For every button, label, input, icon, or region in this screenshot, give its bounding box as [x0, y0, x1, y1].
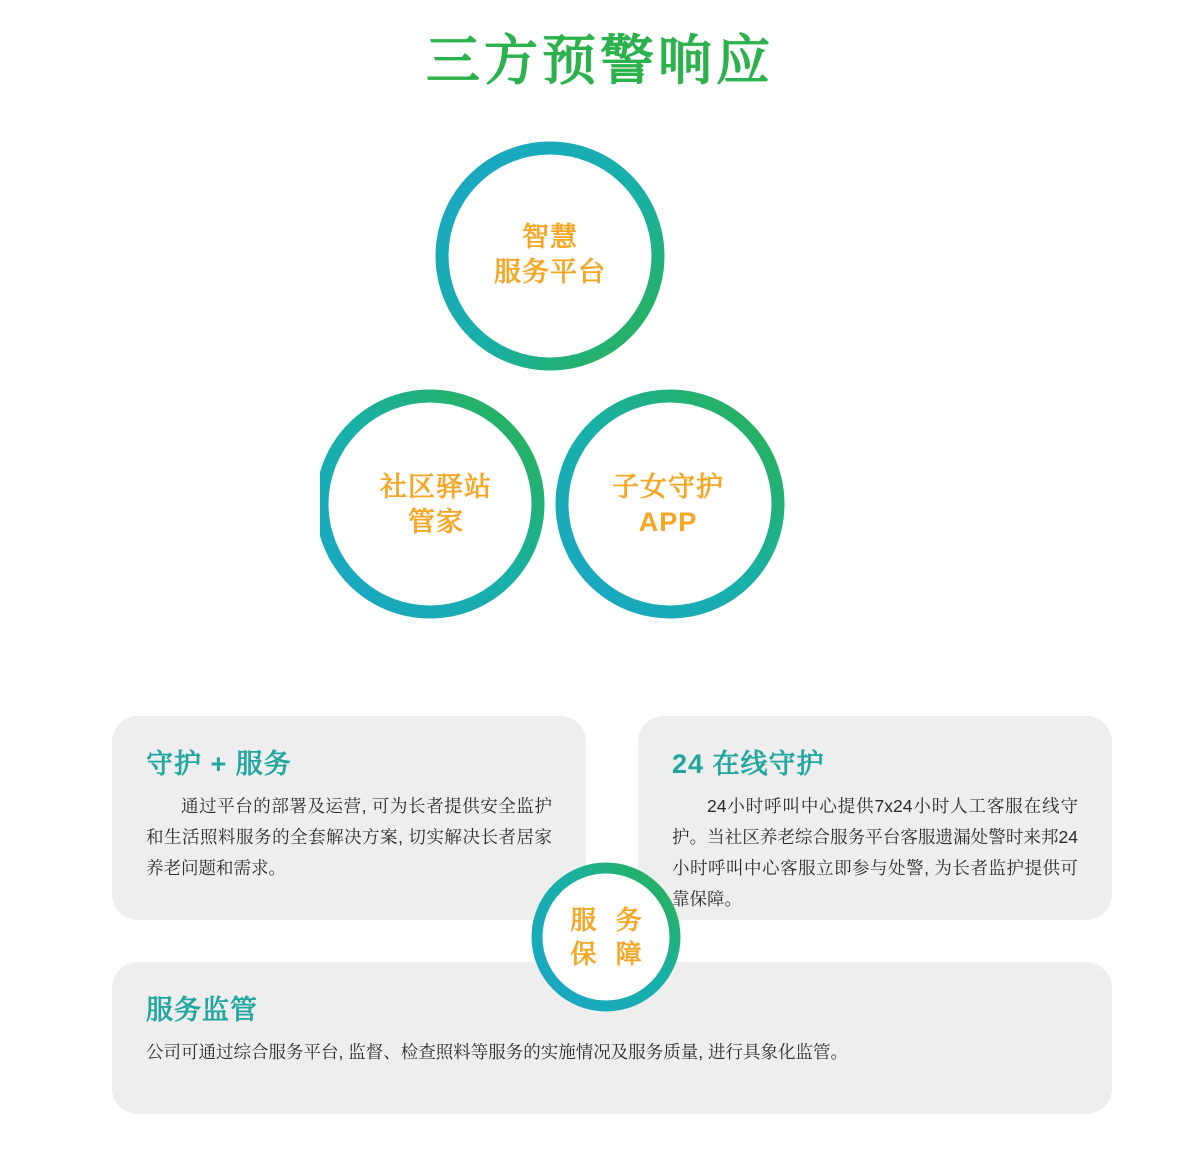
service-guarantee-badge-label — [527, 858, 685, 1016]
circle-platform-line2: 服务平台 — [494, 256, 606, 287]
circle-app-line1: 子女守护 — [612, 472, 724, 502]
venn-rings-graphic — [320, 140, 880, 620]
card-guard-service — [112, 716, 586, 920]
badge-line1: 服 务 — [570, 904, 648, 935]
circle-platform-label — [450, 220, 650, 289]
card-guard-service-body: 通过平台的部署及运营, 可为长者提供安全监护和生活照料服务的全套解决方案, 切实解决长者居家养老问题和需求。 — [146, 796, 552, 879]
circle-station-line1: 社区驿站 — [380, 472, 492, 502]
card-service-supervision-title: 服务监管 — [146, 995, 258, 1025]
card-service-supervision-body: 公司可通过综合服务平台, 监督、检查照料等服务的实施情况及服务质量, 进行具象化监管。 — [146, 1042, 848, 1062]
circle-station-label — [336, 470, 536, 539]
card-online-guard-title: 24 在线守护 — [672, 749, 825, 779]
badge-line2: 保 障 — [570, 939, 648, 969]
circle-app-label — [568, 470, 768, 539]
service-guarantee-badge — [527, 858, 685, 1016]
page-title: 三方预警响应 — [426, 31, 774, 91]
card-guard-service-title: 守护 + 服务 — [146, 749, 292, 779]
circle-app-line2: APP — [638, 506, 698, 537]
card-online-guard-body: 24小时呼叫中心提供7x24小时人工客服在线守护。当社区养老综合服务平台客服遗漏处警时来邦24小时呼叫中心客服立即参与处警, 为长者监护提供可靠保障。 — [672, 796, 1078, 910]
circle-platform-line1: 智慧 — [522, 222, 578, 252]
circle-station-line2: 管家 — [408, 506, 464, 537]
card-online-guard — [638, 716, 1112, 920]
three-circle-diagram — [320, 140, 880, 620]
